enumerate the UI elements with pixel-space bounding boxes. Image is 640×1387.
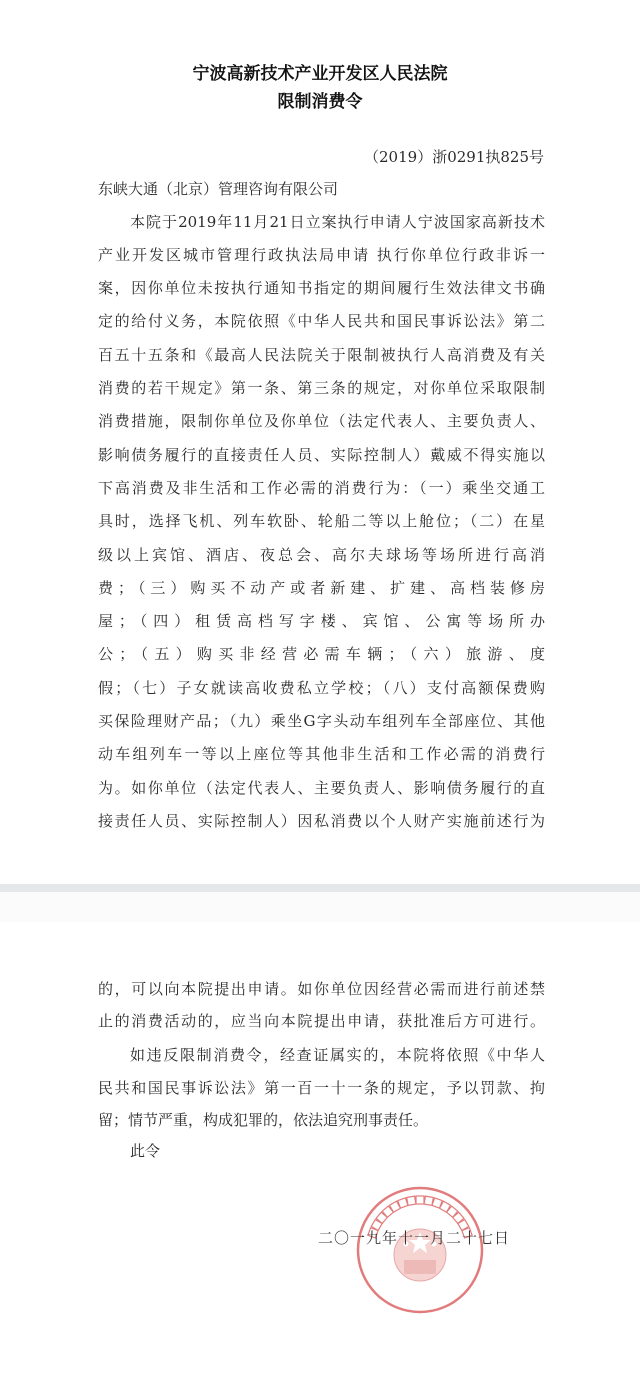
body-line: 如违反限制消费令，经查证属实的，本院将依照《中华人 xyxy=(130,1045,545,1064)
seal-glyph xyxy=(376,1212,387,1223)
page-gap xyxy=(0,892,640,922)
court-name: 宁波高新技术产业开发区人民法院 xyxy=(192,64,448,84)
body-line: 接责任人员、实际控制人）因私消费以个人财产实施前述行为 xyxy=(98,811,545,830)
body-line: 消费措施，限制你单位及你单位（法定代表人、主要负责人、 xyxy=(98,412,545,431)
body-line: 假；（七）子女就读高收费私立学校；（八）支付高额保费购 xyxy=(98,678,545,697)
body-line: 屋；（四）租赁高档写字楼、宾馆、公寓等场所办 xyxy=(98,612,545,631)
body-line: 民共和国民事诉讼法》第一百一十一条的规定，予以罚款、拘 xyxy=(98,1078,545,1097)
body-line: 买保险理财产品；（九）乘坐G字头动车组列车全部座位、其他 xyxy=(98,712,545,730)
body-line: 为。如你单位（法定代表人、主要负责人、影响债务履行的直 xyxy=(98,778,545,797)
body-line: 产业开发区城市管理行政执法局申请 执行你单位行政非诉一 xyxy=(98,245,545,264)
body-line: 百五十五条和《最高人民法院关于限制被执行人高消费及有关 xyxy=(98,345,545,364)
body-line: 消费的若干规定》第一条、第三条的规定，对你单位采取限制 xyxy=(98,379,545,397)
body-line: 案，因你单位未按执行通知书指定的期间履行生效法律文书确 xyxy=(98,279,545,298)
issue-date: 二〇一九年十一月二十七日 xyxy=(318,1229,511,1247)
seal-glyph xyxy=(416,1196,424,1204)
body-line: 下高消费及非生活和工作必需的消费行为：（一）乘坐交通工 xyxy=(98,478,545,497)
seal-glyph xyxy=(447,1206,458,1217)
body-line: 费；（三）购买不动产或者新建、扩建、高档装修房 xyxy=(98,578,545,597)
seal-glyph xyxy=(407,1196,416,1205)
body-line: 定的给付义务，本院依照《中华人民共和国民事诉讼法》第二 xyxy=(98,312,545,331)
seal-glyph xyxy=(382,1206,393,1217)
body-line: 止的消费活动的，应当向本院提出申请，获批准后方可进行。 xyxy=(98,1011,545,1030)
body-line: 级以上宾馆、酒店、夜总会、高尔夫球场等场所进行高消 xyxy=(98,545,545,564)
body-line: 影响债务履行的直接责任人员、实际控制人）戴威不得实施以 xyxy=(98,445,545,464)
body-line: 留；情节严重，构成犯罪的，依法追究刑事责任。 xyxy=(98,1110,429,1129)
body-line: 此令 xyxy=(130,1141,161,1160)
document-title: 限制消费令 xyxy=(277,92,363,112)
body-line: 的，可以向本院提出申请。如你单位因经营必需而进行前述禁 xyxy=(98,979,545,998)
seal-glyph xyxy=(453,1212,464,1223)
body-line: 具时，选择飞机、列车软卧、轮船二等以上舱位；（二）在星 xyxy=(98,512,545,531)
case-number: （2019）浙0291执825号 xyxy=(364,148,544,166)
body-line: 本院于2019年11月21日立案执行申请人宁波国家高新技术 xyxy=(130,212,545,231)
page-divider xyxy=(0,884,640,892)
recipient: 东峡大通（北京）管理咨询有限公司 xyxy=(98,180,339,198)
body-line: 动车组列车一等以上座位等其他非生活和工作必需的消费行 xyxy=(98,745,545,764)
body-line: 公；（五）购买非经营必需车辆；（六）旅游、度 xyxy=(98,645,545,664)
